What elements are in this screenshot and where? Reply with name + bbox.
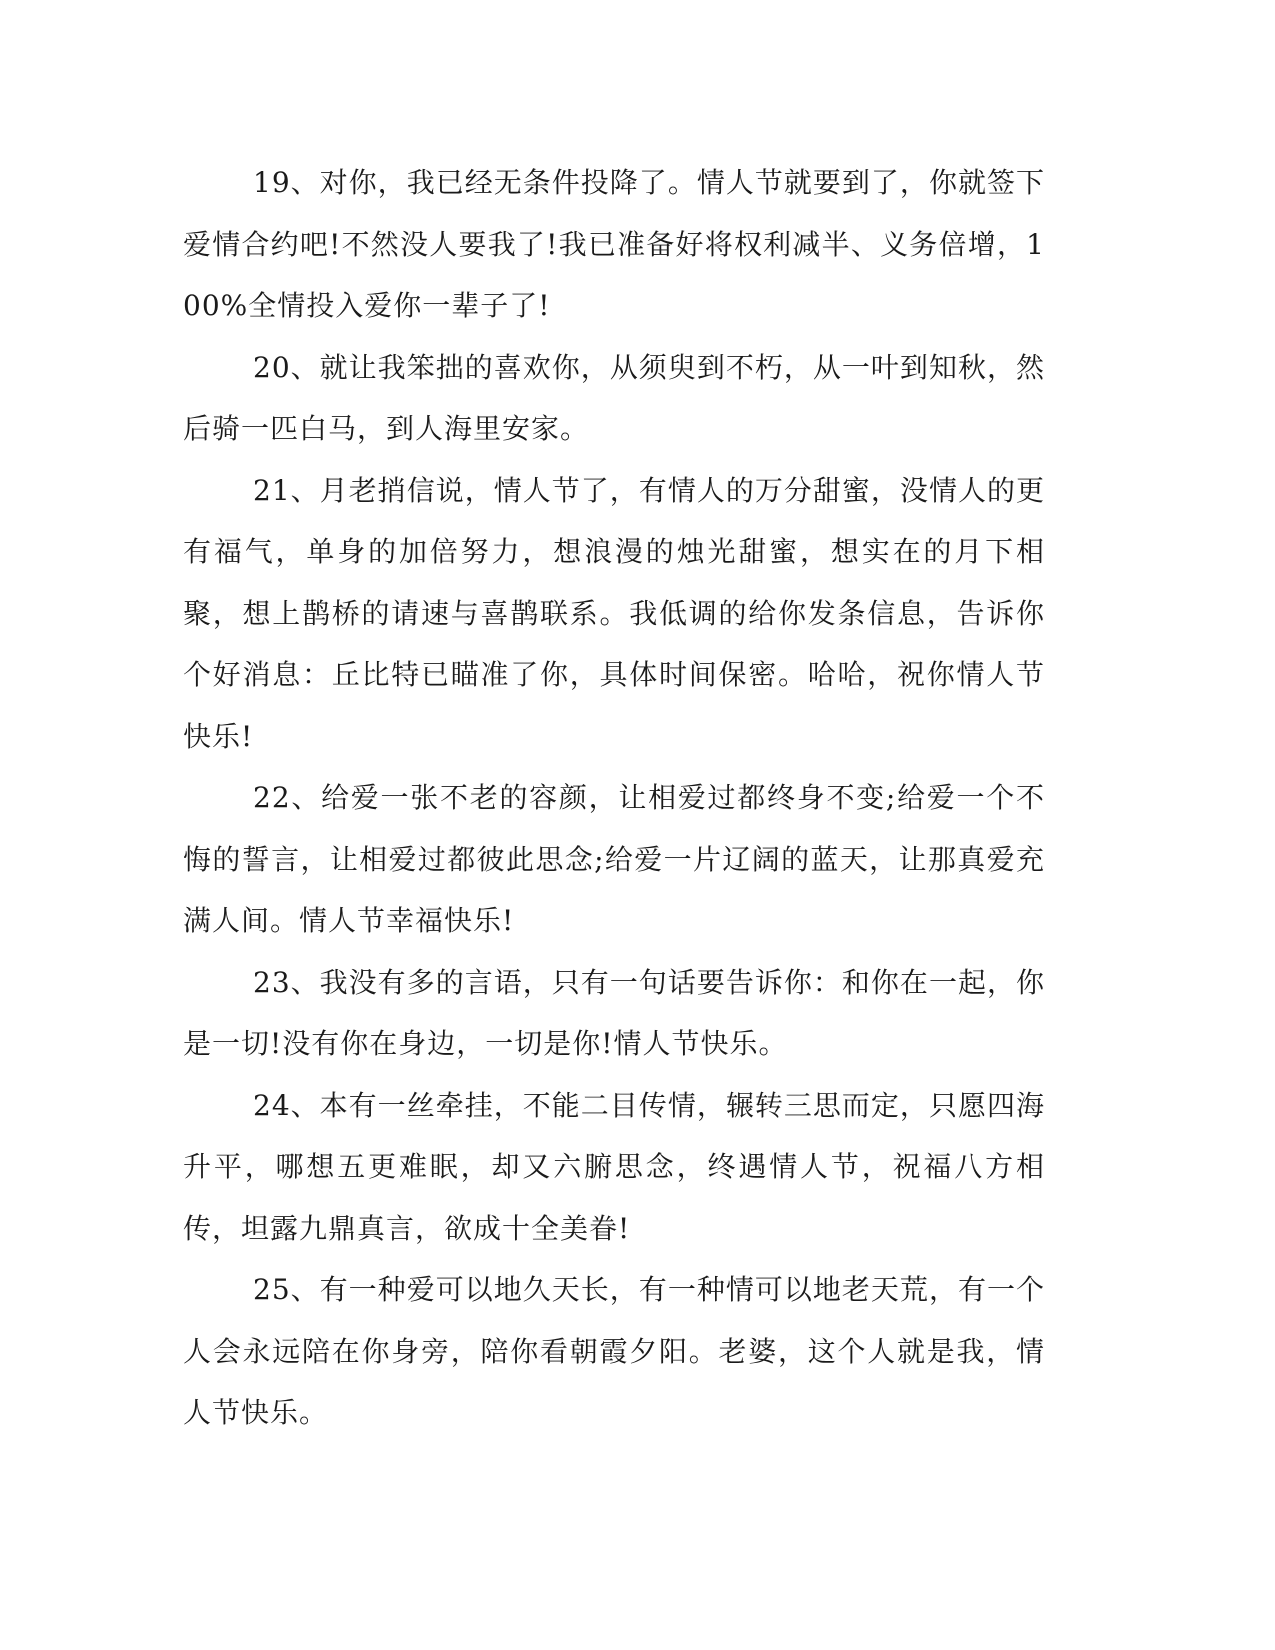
paragraph-24: 24、本有一丝牵挂，不能二目传情，辗转三思而定，只愿四海升平，哪想五更难眠，却又六腑思念，终遇情人节，祝福八方相传，坦露九鼎真言，欲成十全美眷! [183,1088,1045,1245]
paragraph-22: 22、给爱一张不老的容颜，让相爱过都终身不变;给爱一个不悔的誓言，让相爱过都彼此思念;给爱一片辽阔的蓝天，让那真爱充满人间。情人节幸福快乐! [183,781,1045,937]
paragraph-19: 19、对你，我已经无条件投降了。情人节就要到了，你就签下爱情合约吧!不然没人要我了!我已准备好将权利减半、义务倍增，100%全情投入爱你一辈子了! [183,166,1045,322]
paragraph-23: 23、我没有多的言语，只有一句话要告诉你：和你在一起，你是一切!没有你在身边，一切是你!情人节快乐。 [183,965,1045,1060]
paragraph-20: 20、就让我笨拙的喜欢你，从须臾到不朽，从一叶到知秋，然后骑一匹白马，到人海里安家。 [183,350,1045,445]
paragraph-25: 25、有一种爱可以地久天长，有一种情可以地老天荒，有一个人会永远陪在你身旁，陪你看朝霞夕阳。老婆，这个人就是我，情人节快乐。 [183,1273,1045,1429]
paragraph-21: 21、月老捎信说，情人节了，有情人的万分甜蜜，没情人的更有福气，单身的加倍努力，想浪漫的烛光甜蜜，想实在的月下相聚，想上鹊桥的请速与喜鹊联系。我低调的给你发条信息，告诉你个好消息：丘比特已瞄准了你，具体时间保密。哈哈，祝你情人节快乐! [183,473,1045,753]
document-body [183,152,1045,1444]
